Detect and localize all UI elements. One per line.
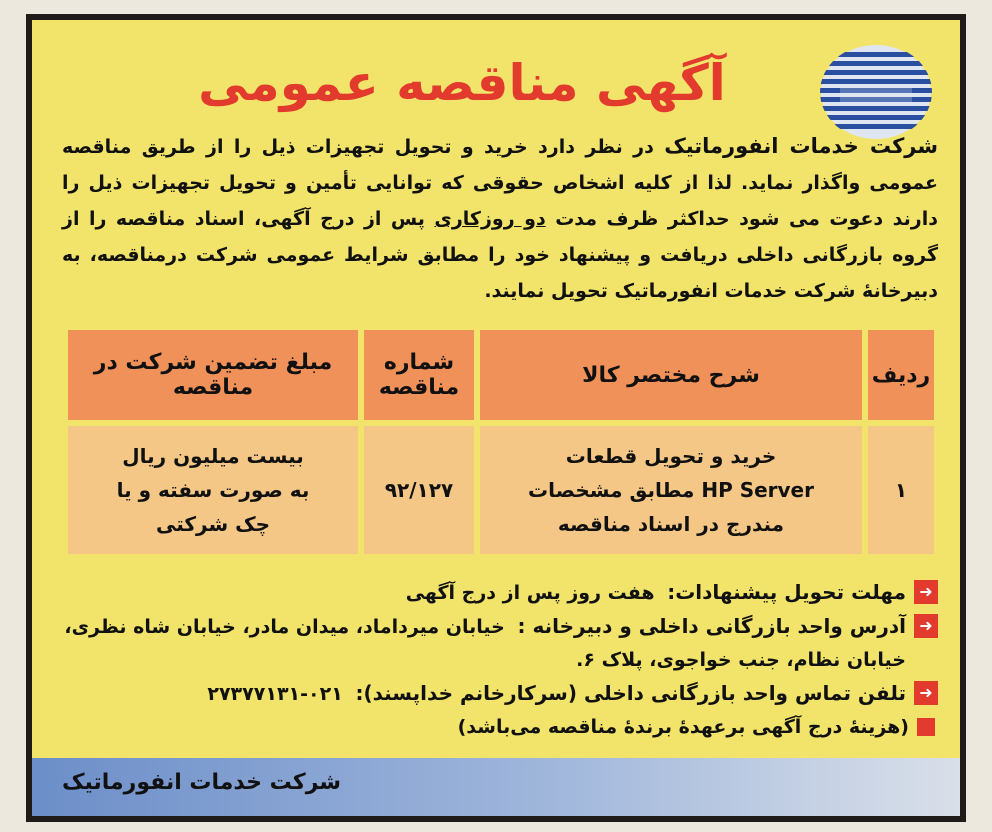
cost-note: (هزینهٔ درج آگهی برعهدهٔ برندهٔ مناقصه می‌باشد): [457, 716, 909, 738]
deadline-value: هفت روز پس از درج آگهی: [405, 582, 655, 604]
ad-title: آگهی مناقصه عمومی: [198, 54, 726, 112]
phone-value: ۰۲۱-۲۷۳۷۷۱۳۱: [207, 683, 343, 705]
deadline-label: مهلت تحویل پیشنهادات:: [667, 580, 906, 604]
cell-description: [480, 426, 862, 554]
tender-table-header-row: [68, 330, 934, 420]
address-value: خیابان میرداماد، میدان مادر، خیابان شاه نظری، خیابان نظام، جنب خواجوی، پلاک ۶.: [64, 616, 906, 671]
deadline-line: [62, 576, 938, 610]
arrow-left-icon: ➜: [914, 580, 938, 604]
header-guarantee: مبلغ تضمین شرکت در مناقصه: [68, 330, 358, 420]
guarantee-line-2: به صورت سفته و یا: [116, 478, 310, 502]
intro-text-2: پس از درج آگهی، اسناد مناقصه را از گروه بازرگانی داخلی دریافت و پیشنهاد خود را مطابق شرایط عمومی شرکت درمناقصه، به دبیرخانهٔ شرکت خدمات انفورماتیک تحویل نمایند.: [62, 208, 938, 302]
company-logo-icon: [820, 44, 932, 140]
arrow-left-icon: ➜: [914, 614, 938, 638]
cell-tender-number: ۹۲/۱۲۷: [364, 426, 474, 554]
table-row: [68, 426, 934, 554]
header-description: شرح مختصر کالا: [480, 330, 862, 420]
address-label: آدرس واحد بازرگانی داخلی و دبیرخانه :: [517, 614, 906, 638]
header-row-number: ردیف: [868, 330, 934, 420]
info-section: [62, 576, 938, 744]
desc-line-1: خرید و تحویل قطعات: [565, 444, 777, 468]
note-line: [62, 711, 938, 744]
footer-company-name: شرکت خدمات انفورماتیک: [62, 770, 342, 795]
phone-label: تلفن تماس واحد بازرگانی داخلی (سرکارخانم خداپسند):: [355, 681, 906, 705]
cell-guarantee: [68, 426, 358, 554]
intro-deadline: دو روزکاری: [434, 208, 546, 230]
ad-frame: [26, 14, 966, 822]
guarantee-line-1: بیست میلیون ریال: [122, 444, 304, 468]
arrow-left-icon: ➜: [914, 681, 938, 705]
desc-line-2: HP Server مطابق مشخصات: [528, 478, 814, 502]
company-name: شرکت خدمات انفورماتیک: [664, 134, 938, 158]
cell-row-number: ۱: [868, 426, 934, 554]
footer-bar: [32, 758, 960, 816]
ad-body: [62, 128, 938, 309]
tender-table: [62, 324, 940, 560]
intro-text-1: در نظر دارد خرید و تحویل تجهیزات ذیل را از طریق مناقصه عمومی واگذار نماید. لذا از کلیه اشخاص حقوقی که توانایی تأمین و تحویل تجهیزات ذیل را دارند دعوت می شود حداکثر ظرف مدت: [62, 136, 938, 230]
square-bullet-icon: [917, 718, 935, 736]
header-tender-number: شماره مناقصه: [364, 330, 474, 420]
address-line: [62, 610, 938, 677]
guarantee-line-3: چک شرکتی: [156, 512, 270, 536]
phone-line: [62, 677, 938, 711]
desc-line-3: مندرج در اسناد مناقصه: [557, 512, 785, 536]
